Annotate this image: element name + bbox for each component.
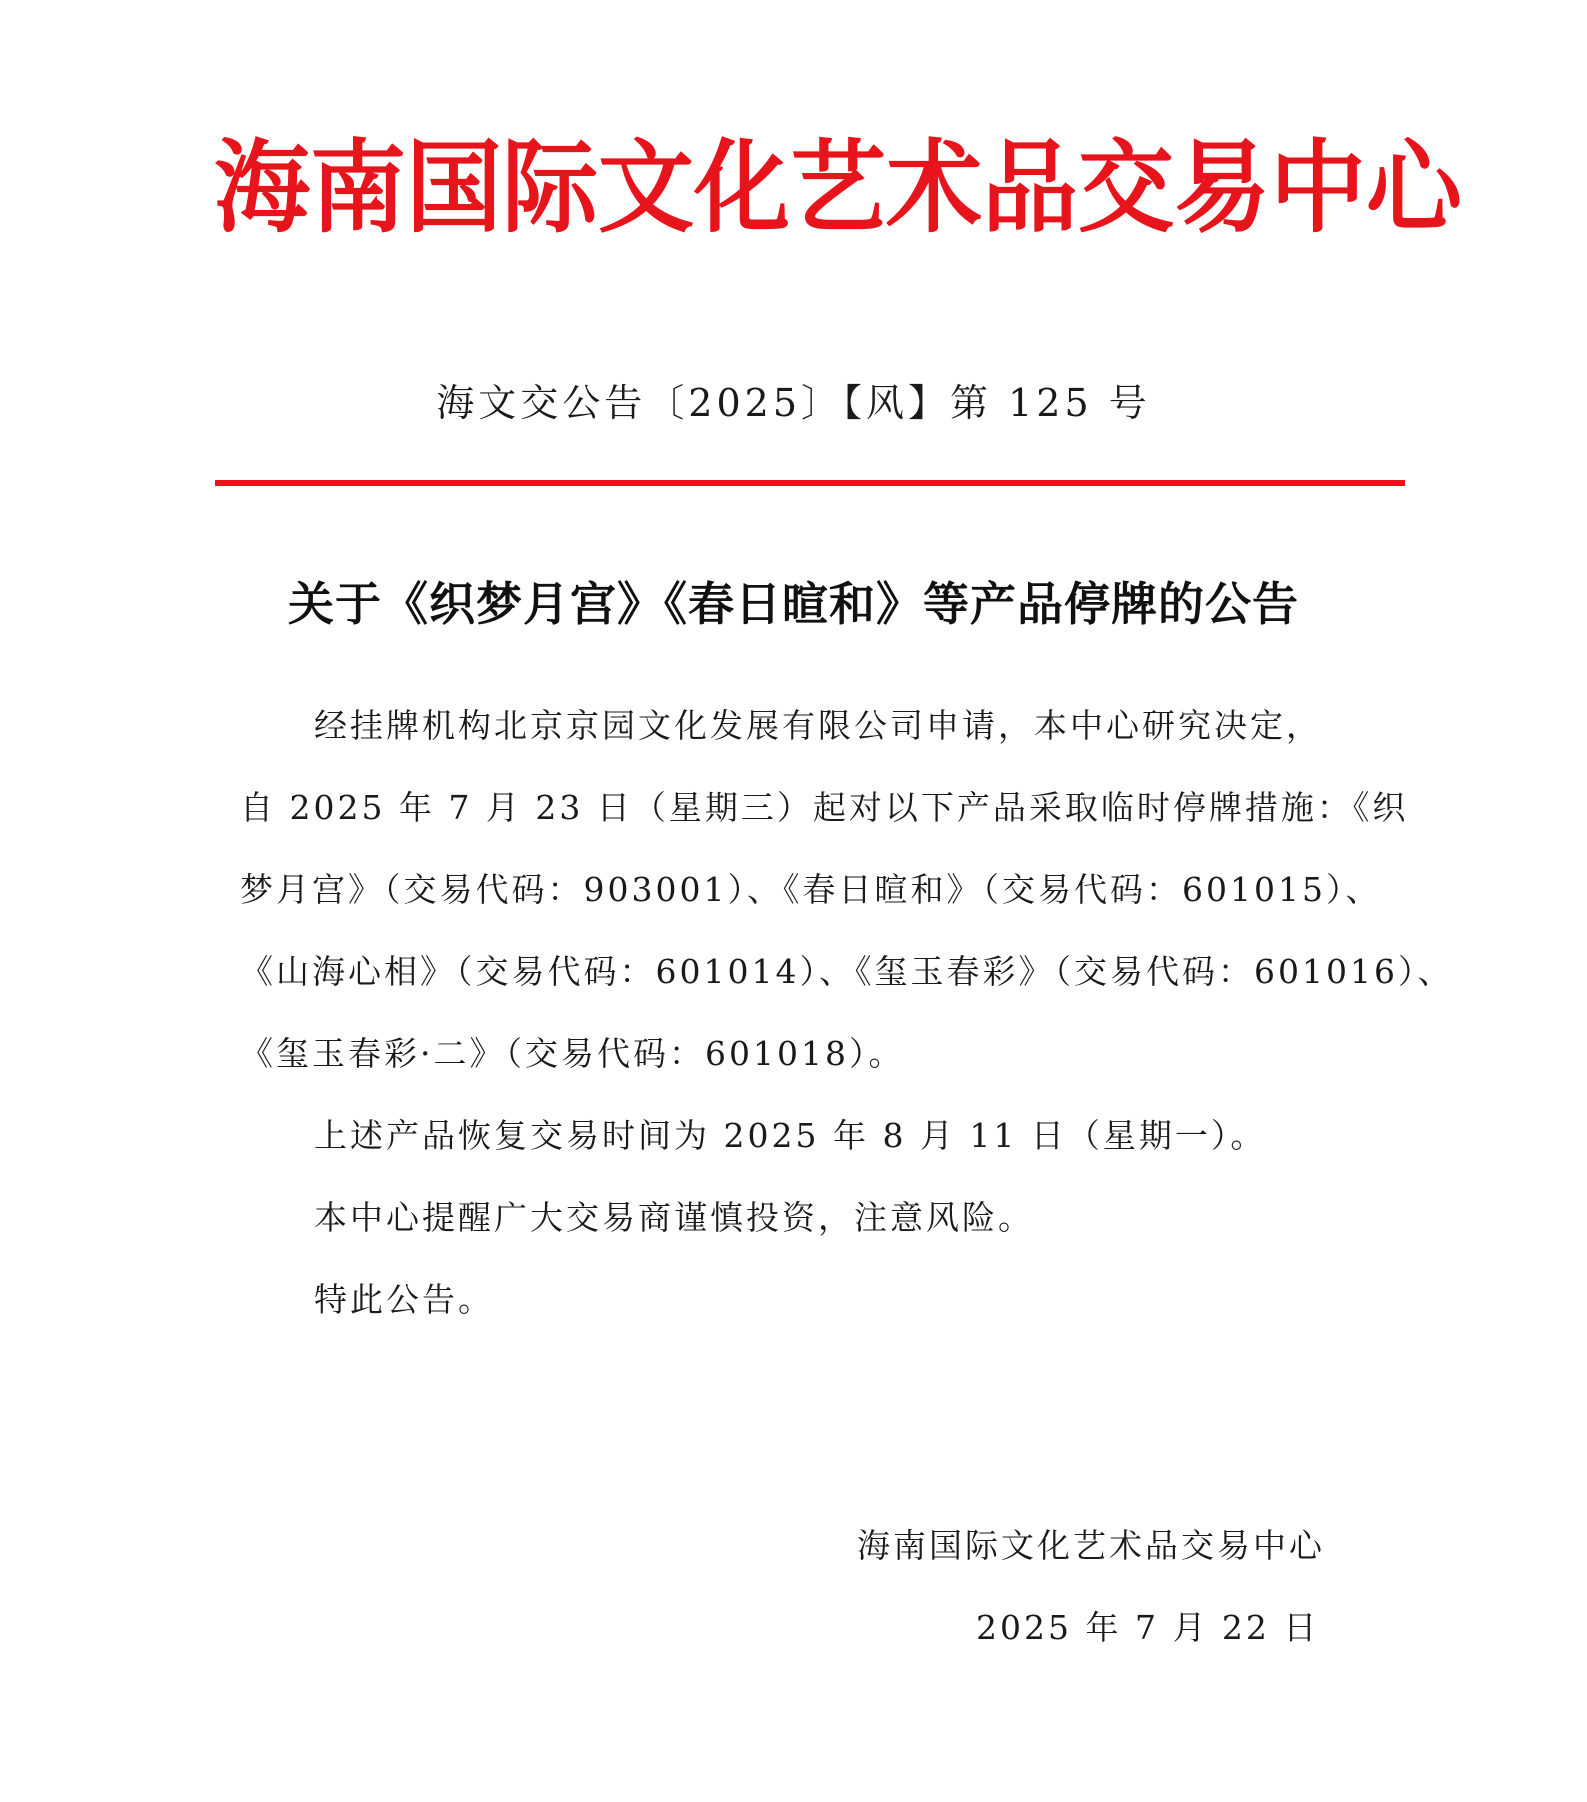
- paragraph1-line: 经挂牌机构北京京园文化发展有限公司申请，本中心研究决定，: [314, 706, 1322, 745]
- masthead-char: 交: [1078, 129, 1174, 247]
- paragraph1-line: 《玺玉春彩·二》（交易代码：601018）。: [240, 1034, 905, 1073]
- masthead-char: 际: [502, 129, 598, 247]
- masthead-char: 品: [982, 129, 1078, 247]
- signature-date: 2025 年 7 月 22 日: [976, 1608, 1320, 1647]
- paragraph-closing: 特此公告。: [314, 1280, 494, 1319]
- masthead-char: 国: [406, 129, 502, 247]
- masthead-char: 文: [598, 129, 694, 247]
- paragraph1-line: 梦月宫》（交易代码：903001）、《春日暄和》（交易代码：601015）、: [240, 870, 1382, 909]
- masthead-char: 心: [1366, 129, 1462, 247]
- paragraph-risk-reminder: 本中心提醒广大交易商谨慎投资，注意风险。: [314, 1198, 1034, 1237]
- masthead-char: 化: [694, 129, 790, 247]
- paragraph-resume-trading: 上述产品恢复交易时间为 2025 年 8 月 11 日（星期一）。: [314, 1116, 1267, 1155]
- masthead-char: 术: [886, 129, 982, 247]
- masthead-char: 艺: [790, 129, 886, 247]
- masthead-char: 中: [1270, 129, 1366, 247]
- red-divider-line: [215, 480, 1405, 486]
- announcement-title: 关于《织梦月宫》《春日暄和》等产品停牌的公告: [288, 577, 1299, 631]
- signature-organization: 海南国际文化艺术品交易中心: [857, 1526, 1325, 1565]
- masthead-char: 易: [1174, 129, 1270, 247]
- masthead-char: 南: [310, 129, 406, 247]
- paragraph1-line: 《山海心相》（交易代码：601014）、《玺玉春彩》（交易代码：601016）、: [240, 952, 1454, 991]
- document-number: 海文交公告〔2025〕【风】第 125 号: [436, 381, 1151, 425]
- paragraph1-line: 自 2025 年 7 月 23 日（星期三）起对以下产品采取临时停牌措施：《织: [240, 788, 1409, 827]
- masthead-title: [214, 128, 1462, 248]
- masthead-char: 海: [214, 129, 310, 247]
